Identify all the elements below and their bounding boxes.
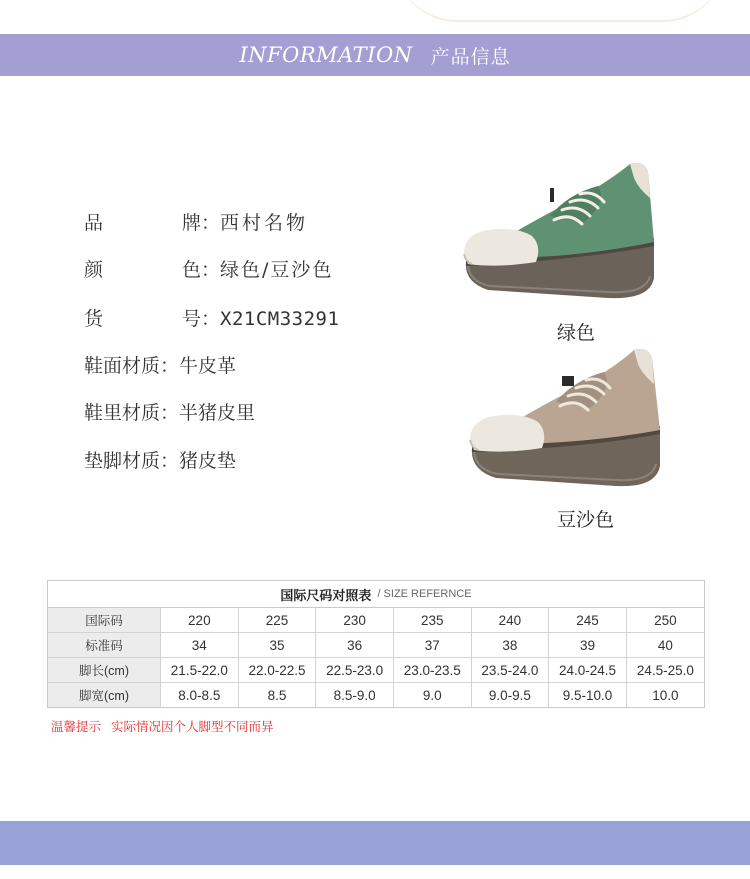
size-chart-cell: 8.0-8.5	[161, 683, 239, 708]
size-chart-cell: 250	[626, 608, 704, 633]
beige-shoe-caption: 豆沙色	[557, 509, 615, 531]
size-chart-cell: 40	[626, 633, 704, 658]
size-chart-cell: 23.0-23.5	[393, 658, 471, 683]
size-chart-cell: 8.5-9.0	[316, 683, 394, 708]
size-chart-cell: 37	[393, 633, 471, 658]
info-insole-row	[84, 446, 236, 476]
size-chart-cell: 24.5-25.0	[626, 658, 704, 683]
size-tip-text: 实际情况因个人脚型不同而异	[111, 720, 274, 734]
bottom-band	[0, 821, 750, 865]
size-chart-row-header: 脚宽(cm)	[48, 683, 161, 708]
size-chart-cell: 24.0-24.5	[549, 658, 627, 683]
size-chart-cell: 34	[161, 633, 239, 658]
info-color-row	[84, 255, 333, 285]
size-chart-cell: 38	[471, 633, 549, 658]
size-chart-row	[48, 633, 704, 658]
info-color-label: 颜 色：	[84, 259, 220, 281]
info-upper-label: 鞋面材质：	[84, 355, 180, 377]
size-chart-cell: 9.0	[393, 683, 471, 708]
size-chart-cell: 9.0-9.5	[471, 683, 549, 708]
size-chart-title	[48, 581, 704, 608]
size-chart-cell: 22.5-23.0	[316, 658, 394, 683]
info-insole-value: 猪皮垫	[179, 450, 237, 472]
decorative-arc	[395, 0, 725, 22]
size-chart-cell: 230	[316, 608, 394, 633]
size-chart-row	[48, 658, 704, 683]
information-banner	[0, 34, 750, 76]
size-chart	[47, 580, 705, 708]
size-chart-row	[48, 608, 704, 633]
info-upper-value: 牛皮革	[179, 355, 237, 377]
size-chart-title-cn: 国际尺码对照表	[280, 587, 372, 603]
green-shoe-image	[458, 158, 658, 306]
size-chart-row	[48, 683, 704, 708]
size-chart-title-en: / SIZE REFERNCE	[377, 588, 472, 600]
size-chart-cell: 35	[238, 633, 316, 658]
info-insole-label: 垫脚材质：	[84, 450, 180, 472]
size-chart-cell: 36	[316, 633, 394, 658]
size-chart-cell: 21.5-22.0	[161, 658, 239, 683]
size-chart-row-header: 国际码	[48, 608, 161, 633]
size-chart-cell: 39	[549, 633, 627, 658]
info-upper-row	[84, 351, 236, 381]
info-item-no-label: 货 号：	[84, 308, 220, 330]
beige-shoe-image	[464, 344, 664, 494]
info-color-value: 绿色/豆沙色	[220, 259, 334, 281]
size-chart-row-header: 脚长(cm)	[48, 658, 161, 683]
size-chart-cell: 220	[161, 608, 239, 633]
size-chart-row-header: 标准码	[48, 633, 161, 658]
size-chart-cell: 235	[393, 608, 471, 633]
info-item-no-row	[84, 304, 339, 334]
info-brand-label: 品 牌：	[84, 212, 220, 234]
green-shoe-caption: 绿色	[557, 322, 596, 344]
info-lining-row	[84, 398, 255, 428]
size-tip-label: 温馨提示	[51, 720, 102, 734]
info-lining-value: 半猪皮里	[179, 402, 256, 424]
size-chart-table	[48, 608, 704, 707]
size-chart-cell: 22.0-22.5	[238, 658, 316, 683]
size-chart-cell: 9.5-10.0	[549, 683, 627, 708]
size-chart-cell: 23.5-24.0	[471, 658, 549, 683]
info-brand-row	[84, 208, 308, 238]
info-item-no-value: X21CM33291	[220, 308, 340, 330]
size-chart-cell: 245	[549, 608, 627, 633]
size-chart-cell: 8.5	[238, 683, 316, 708]
size-chart-cell: 240	[471, 608, 549, 633]
banner-title-en: INFORMATION	[239, 43, 413, 67]
info-brand-value: 西村名物	[220, 212, 309, 234]
info-lining-label: 鞋里材质：	[84, 402, 180, 424]
banner-title-cn: 产品信息	[430, 45, 511, 68]
size-chart-cell: 225	[238, 608, 316, 633]
size-tip	[51, 717, 274, 735]
size-chart-cell: 10.0	[626, 683, 704, 708]
